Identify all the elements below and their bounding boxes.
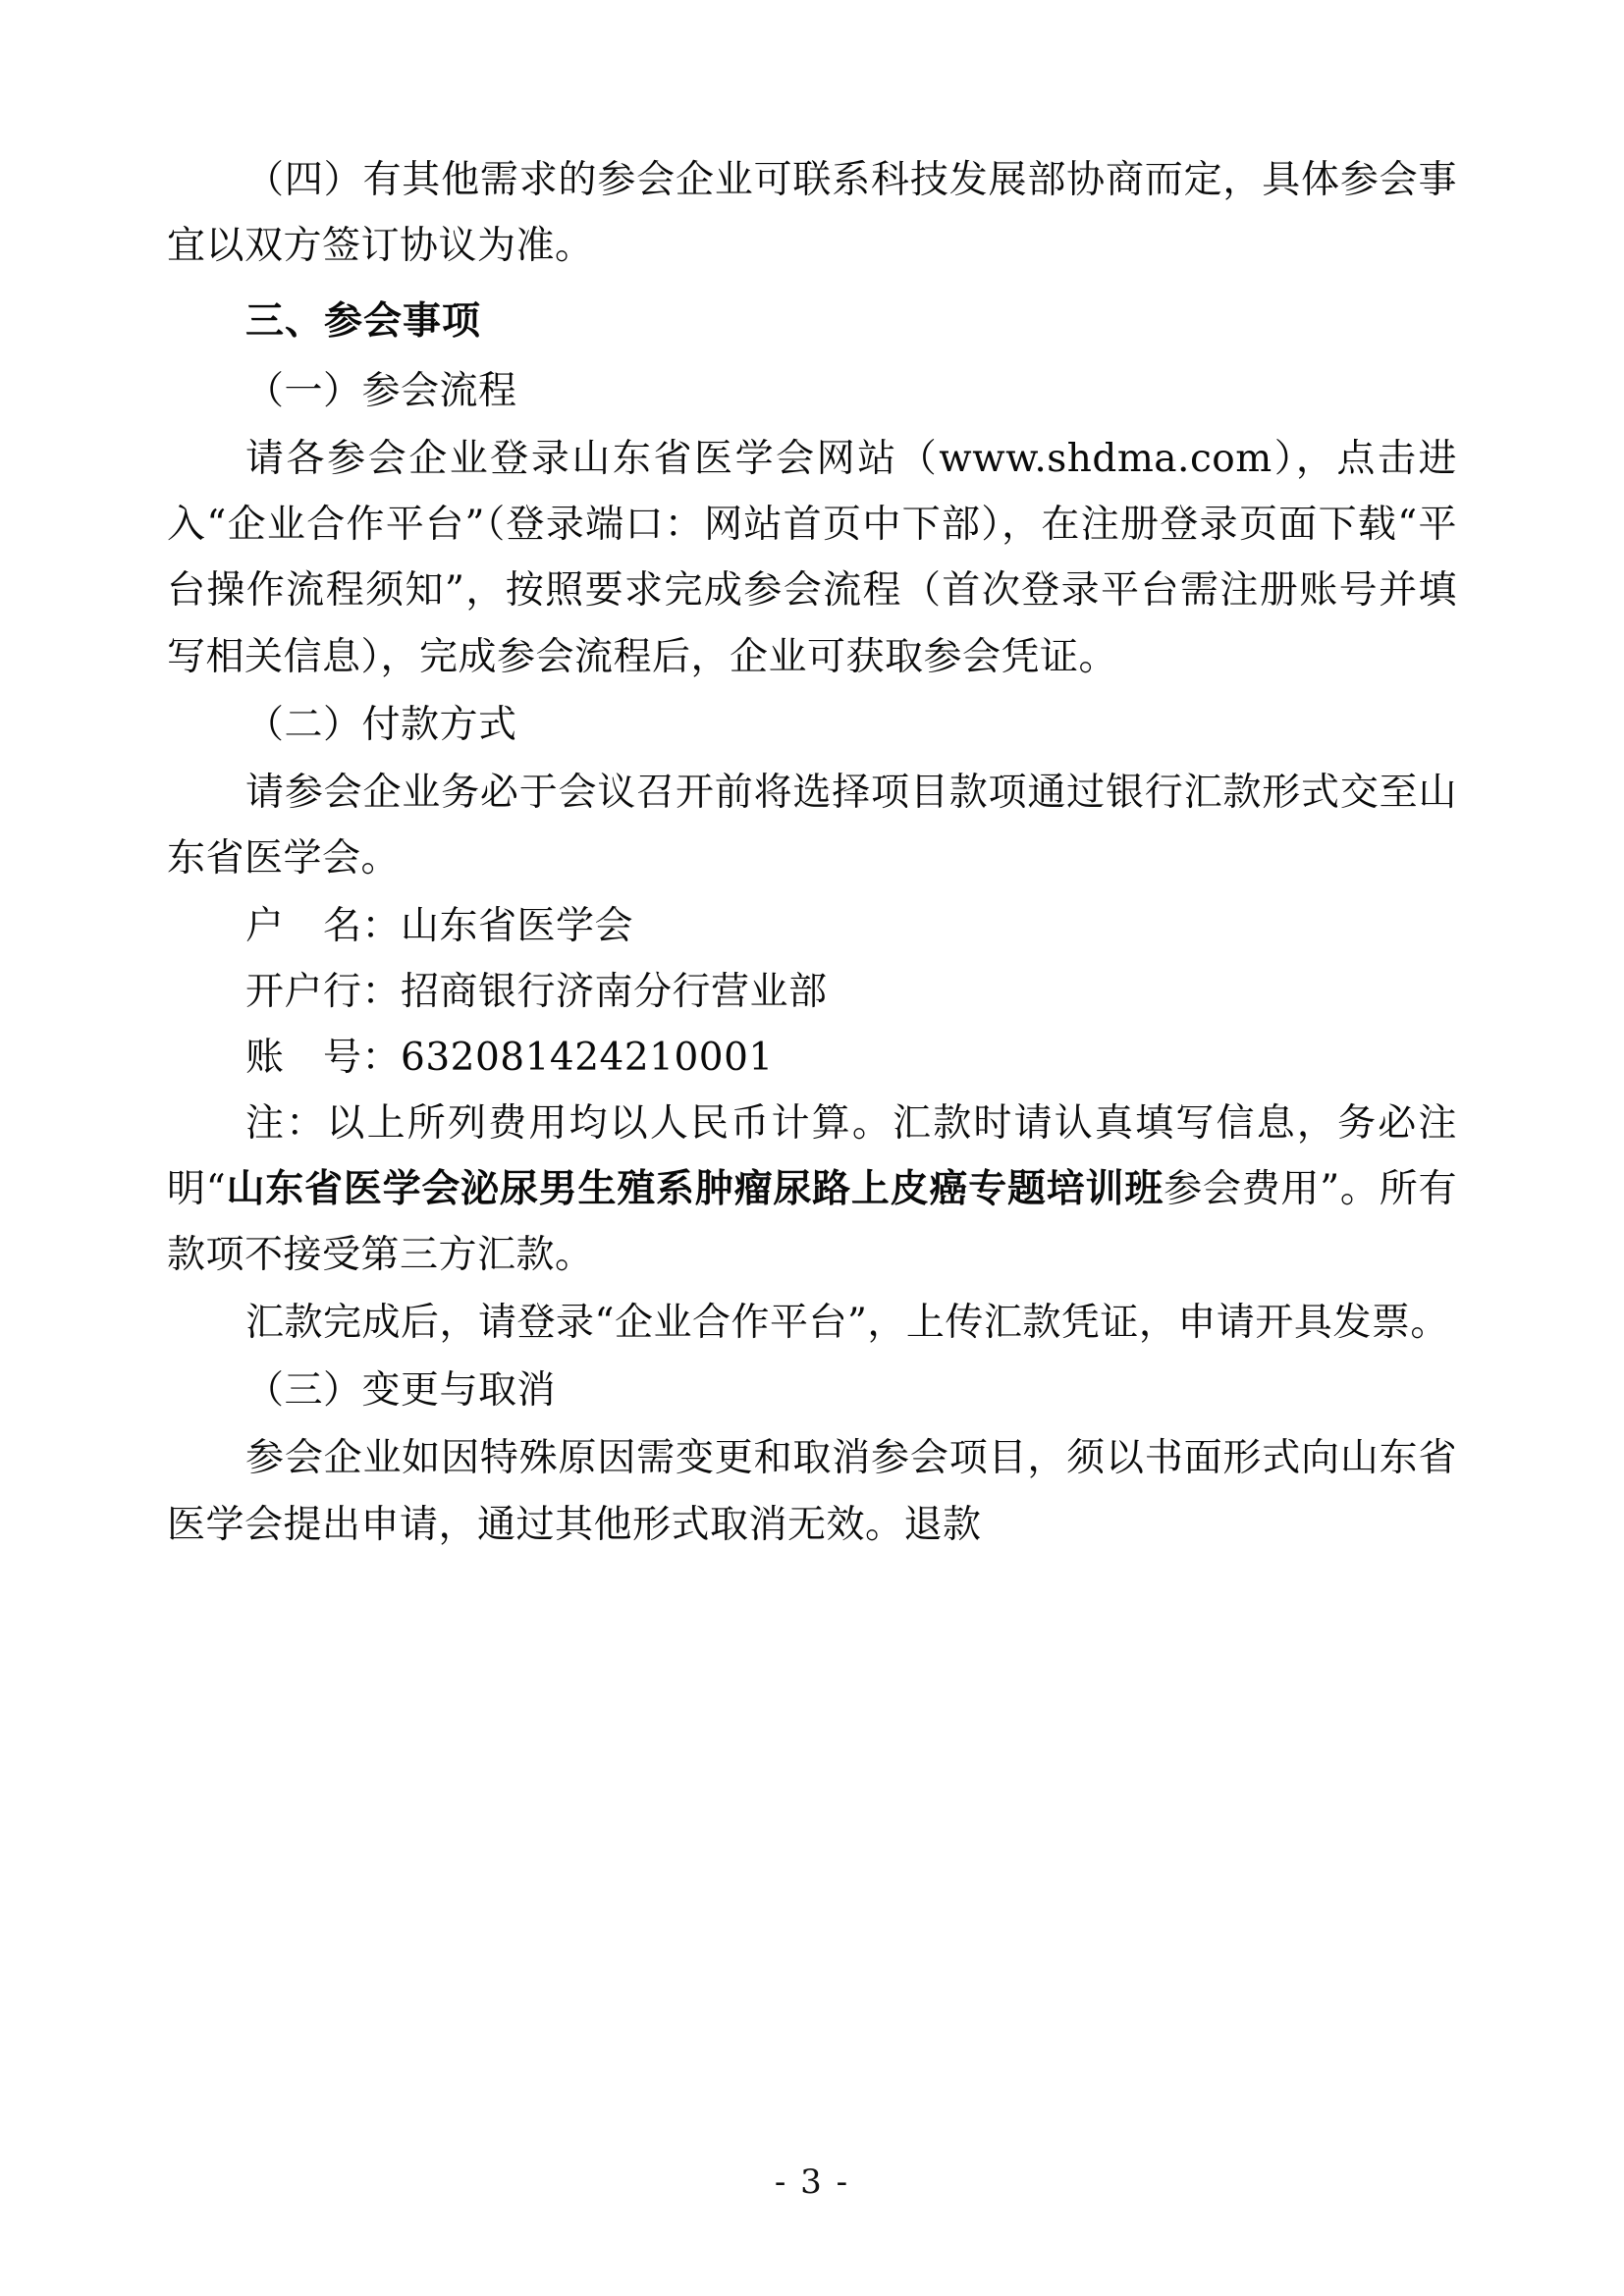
remittance-note-paragraph — [167, 1091, 1457, 1288]
remittance-note-part-1: 注：以上所列费用均以人民币计算。汇款时请认真填写信息，务必注明“ — [167, 1101, 1457, 1212]
bank-branch-value: 招商银行济南分行营业部 — [401, 969, 828, 1014]
subsection-heading-three: （三）变更与取消 — [245, 1368, 557, 1414]
section-heading-three: 三、参会事项 — [245, 298, 482, 345]
invoice-note-paragraph: 汇款完成后，请登录“企业合作平台”，上传汇款凭证，申请开具发票。 — [245, 1301, 1449, 1346]
registration-process-paragraph: 请各参会企业登录山东省医学会网站（www.shdma.com），点击进入“企业合作平台”（登录端口：网站首页中下部），在注册登录页面下载“平台操作流程须知”，按照要求完成参会流程（首次登录平台需注册账号并填写相关信息），完成参会流程后，企业可获取参会凭证。 — [167, 437, 1457, 679]
subsection-heading-one: （一）参会流程 — [245, 369, 517, 414]
page-number: - 3 - — [774, 2163, 850, 2202]
bank-account-number-label: 账 号： — [245, 1036, 402, 1081]
bank-account-number-line — [167, 1025, 1457, 1091]
cancellation-policy-paragraph: 参会企业如因特殊原因需变更和取消参会项目，须以书面形式向山东省医学会提出申请，通过其他形式取消无效。退款 — [167, 1436, 1457, 1547]
bank-account-name-label: 户 名： — [245, 903, 402, 948]
remittance-note-part-3: 参会费用”。所有款项不接受第三方汇款。 — [167, 1167, 1457, 1278]
document-body — [167, 147, 1457, 1558]
bank-branch-line — [167, 959, 1457, 1025]
remittance-note-course-title: 山东省医学会泌尿男生殖系肿瘤尿路上皮癌专题培训班 — [226, 1166, 1164, 1212]
bank-account-name-line — [167, 893, 1457, 959]
bank-account-number-value: 632081424210001 — [401, 1036, 774, 1081]
bank-account-name-value: 山东省医学会 — [401, 903, 634, 948]
bank-branch-label: 开户行： — [245, 969, 402, 1014]
payment-intro-paragraph: 请参会企业务必于会议召开前将选择项目款项通过银行汇款形式交至山东省医学会。 — [167, 770, 1457, 881]
subsection-heading-two: （二）付款方式 — [245, 702, 517, 747]
paragraph-item-four: （四）有其他需求的参会企业可联系科技发展部协商而定，具体参会事宜以双方签订协议为准。 — [167, 158, 1457, 269]
